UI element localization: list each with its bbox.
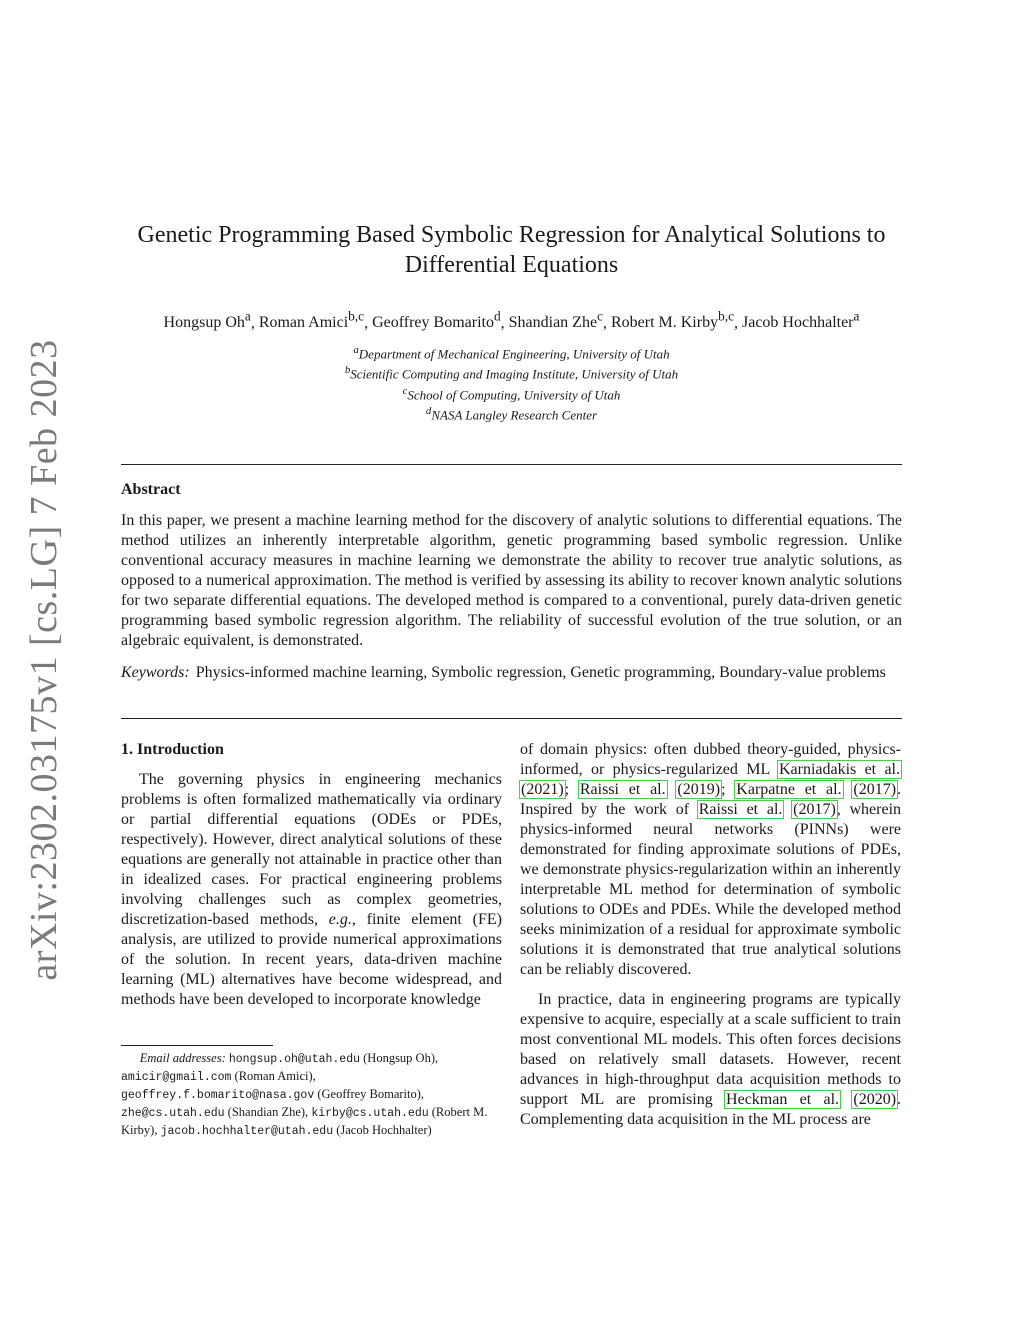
abstract-bottom-rule xyxy=(121,718,902,719)
citation-year-link[interactable]: (2020) xyxy=(853,1091,897,1108)
footnote-label: Email addresses: xyxy=(139,1051,226,1065)
keywords xyxy=(121,663,902,683)
citation-link[interactable]: Raissi et al. xyxy=(579,781,666,798)
left-column xyxy=(121,740,502,1020)
footnote-email-addresses: Email addresses: hongsup.oh@utah.edu (Hongsup Oh), amicir@gmail.com (Roman Amici), geoffrey.f.bomarito@nasa.gov (Geoffrey Bomarito), zhe@cs.utah.edu (Shandian Zhe), kirby@cs.utah.edu (Robert M. Kirby), jacob.hochhalter@utah.edu (Jacob Hochhalter) xyxy=(121,1051,488,1138)
author: Jacob Hochhalter$^a$ xyxy=(742,309,860,332)
right-column xyxy=(520,740,901,1140)
email-link[interactable]: jacob.hochhalter@utah.edu xyxy=(160,1125,334,1138)
citation-year-link[interactable]: (2021) xyxy=(521,781,564,798)
citation-year-link[interactable]: (2017) xyxy=(853,781,897,798)
citation-link[interactable]: Raissi et al. xyxy=(698,801,783,818)
intro-paragraph: The governing physics in engineering mechanics problems is often formalized mathematically via ordinary or partial differential equations (ODEs or PDEs, respectively). However, direct analytical solutions of these equations are generally not attainable in practice other than in idealized cases. For practical engineering problems involving challenges such as complex geometries, discretization-based methods, e.g., finite element (FE) analysis, are utilized to provide numerical approximations of the solution. In recent years, data-driven machine learning (ML) alternatives have become widespread, and methods have been developed to incorporate knowledge xyxy=(121,771,502,1008)
author: Shandian Zhe$^c$ xyxy=(508,309,603,332)
affiliations xyxy=(121,342,902,423)
citation-link[interactable]: Karpatne et al. xyxy=(736,781,842,798)
citation-link[interactable]: Heckman et al. xyxy=(726,1091,840,1108)
paper-title: Genetic Programming Based Symbolic Regression for Analytical Solutions to Differential Equations xyxy=(137,222,886,278)
author: Robert M. Kirby$^{b,c}$ xyxy=(610,309,734,332)
email-link[interactable]: zhe@cs.utah.edu xyxy=(121,1107,225,1120)
author: Hongsup Oh$^a$ xyxy=(163,309,251,332)
keywords-text: Physics-informed machine learning, Symbolic regression, Genetic programming, Boundary-value problems xyxy=(195,664,886,681)
citation-year-link[interactable]: (2019) xyxy=(677,781,721,798)
citation-year-link[interactable]: (2017) xyxy=(793,801,836,818)
section-heading-introduction: 1. Introduction xyxy=(121,741,224,758)
affiliation: $^d$NASA Langley Research Center xyxy=(425,404,598,423)
abstract-top-rule xyxy=(121,464,902,465)
author-list: Hongsup Oh$^a$, Roman Amici$^{b,c}$, Geoffrey Bomarito$^d$, Shandian Zhe$^c$, Robert M. Kirby$^{b,c}$, Jacob Hochhalter$^a$ xyxy=(163,309,860,332)
intro-paragraph-continued: of domain physics: often dubbed theory-guided, physics-informed, or physics-regularized ML Karniadakis et al. (2021); Raissi et al. (2019); Karpatne et al. (2017). Inspired by the work of Raissi et al. (2017), wherein physics-informed neural networks (PINNs) were demonstrated for finding approximate solutions of PDEs, we demonstrate physics-regularization within an inherently interpretable ML method for determination of symbolic solutions to ODEs and PDEs. While the developed method seeks minimization of a residual for approximate symbolic solutions it is demonstrated that true analytical solutions can be reliably discovered. xyxy=(520,741,902,978)
arxiv-sidebar-stamp xyxy=(16,339,72,981)
abstract-text: In this paper, we present a machine learning method for the discovery of analytic solutions to differential equations. The method utilizes an inherently interpretable algorithm, genetic programming based symbolic regression. Unlike conventional accuracy measures in machine learning we demonstrate the ability to recover true analytic solutions, as opposed to a numerical approximation. The method is verified by assessing its ability to recover known analytic solutions for two separate differential equations. The developed method is compared to a conventional, purely data-driven genetic programming based symbolic regression algorithm. The reliability of successful evolution of the true solution, or an algebraic equivalent, is demonstrated. xyxy=(121,512,902,649)
intro-paragraph: In practice, data in engineering programs are typically expensive to acquire, especially at a scale sufficient to train most conventional ML models. This often forces decisions based on relatively small datasets. However, recent advances in high-throughput data acquisition methods to support ML are promising Heckman et al. (2020). Complementing data acquisition in the ML process are xyxy=(520,991,902,1128)
author: Geoffrey Bomarito$^d$ xyxy=(372,309,501,332)
author: Roman Amici$^{b,c}$ xyxy=(258,309,365,332)
email-link[interactable]: amicir@gmail.com xyxy=(121,1071,232,1084)
email-link[interactable]: geoffrey.f.bomarito@nasa.gov xyxy=(121,1089,315,1102)
footnote-rule xyxy=(121,1045,273,1046)
affiliation: $^b$Scientific Computing and Imaging Institute, University of Utah xyxy=(344,364,679,382)
email-link[interactable]: hongsup.oh@utah.edu xyxy=(228,1053,360,1066)
email-link[interactable]: kirby@cs.utah.edu xyxy=(311,1107,429,1120)
arxiv-identifier: arXiv:2302.03175v1 [cs.LG] 7 Feb 2023 xyxy=(23,339,65,981)
citation-link[interactable]: Karniadakis et al. xyxy=(778,761,900,778)
keywords-label: Keywords: xyxy=(121,664,190,681)
affiliation: $^c$School of Computing, University of Utah xyxy=(402,384,621,402)
affiliation: $^a$Department of Mechanical Engineering, University of Utah xyxy=(353,344,670,362)
abstract-heading: Abstract xyxy=(121,481,181,498)
